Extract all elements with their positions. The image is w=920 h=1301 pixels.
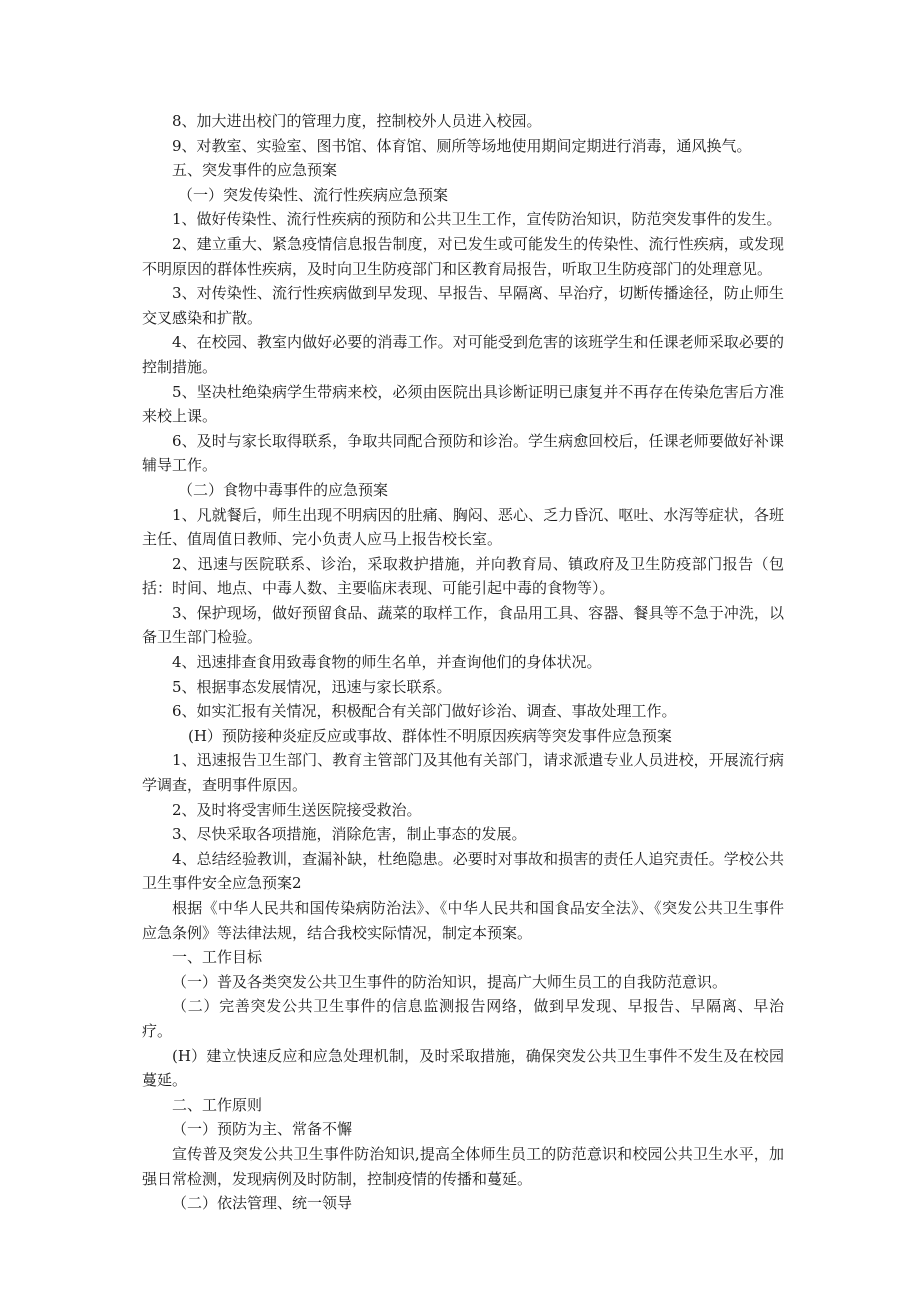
paragraph: 1、迅速报告卫生部门、教育主管部门及其他有关部门，请求派遣专业人员进校，开展流行病学调查，查明事件原因。 [142,751,784,795]
paragraph: 根据《中华人民共和国传染病防治法》、《中华人民共和国食品安全法》、《突发公共卫生事件应急条例》等法律法规，结合我校实际情况，制定本预案。 [142,899,784,942]
paragraph: 2、迅速与医院联系、诊治，采取救护措施，并向教育局、镇政府及卫生防疫部门报告（包括：时间、地点、中毒人数、主要临床表现、可能引起中毒的食物等）。 [142,554,784,598]
subsection-heading: （一）突发传染性、流行性疾病应急预案 [178,185,449,204]
paragraph: 4、在校园、教室内做好必要的消毒工作。对可能受到危害的该班学生和任课老师采取必要的控制措施。 [142,333,784,376]
paragraph: 8、加大进出校门的管理力度，控制校外人员进入校园。 [172,112,542,130]
paragraph: (H）建立快速反应和应急处理机制，及时采取措施，确保突发公共卫生事件不发生及在校园蔓延。 [142,1046,784,1090]
paragraph: 3、对传染性、流行性疾病做到早发现、早报告、早隔离、早治疗，切断传播途径，防止师生交叉感染和扩散。 [142,284,784,327]
document-body [142,109,784,1216]
section-heading: 二、工作原则 [172,1095,263,1114]
paragraph: 1、凡就餐后，师生出现不明病因的肚痛、胸闷、恶心、乏力昏沉、呕吐、水泻等症状，各班主任、值周值日教师、完小负责人应马上报告校长室。 [142,505,784,549]
subsection-heading: (H）预防接种炎症反应或事故、群体性不明原因疾病等突发事件应急预案 [188,726,672,745]
paragraph: 3、保护现场，做好预留食品、蔬菜的取样工作，食品用工具、容器、餐具等不急于冲洗，以备卫生部门检验。 [142,603,784,647]
paragraph: 2、及时将受害师生送医院接受救治。 [172,800,422,819]
paragraph: 4、迅速排查食用致毒食物的师生名单，并查询他们的身体状况。 [172,653,602,672]
section-heading: 一、工作目标 [172,948,263,967]
section-heading: 五、突发事件的应急预案 [172,161,338,180]
paragraph: 5、根据事态发展情况，迅速与家长联系。 [172,677,452,696]
subsection-heading: （二）依法管理、统一领导 [172,1194,353,1213]
subsection-heading: （一）预防为主、常备不懈 [172,1120,353,1139]
subsection-heading: （二）食物中毒事件的应急预案 [178,480,389,499]
paragraph: （一）普及各类突发公共卫生事件的防治知识，提高广大师生员工的自我防范意识。 [172,972,728,991]
paragraph: 6、及时与家长取得联系，争取共同配合预防和诊治。学生病愈回校后，任课老师要做好补课辅导工作。 [142,431,784,475]
paragraph: 2、建立重大、紧急疫情信息报告制度，对已发生或可能发生的传染性、流行性疾病，或发现不明原因的群体性疾病，及时向卫生防疫部门和区教育局报告，听取卫生防疫部门的处理意见。 [142,234,784,278]
paragraph: 9、对教室、实验室、图书馆、体育馆、厕所等场地使用期间定期进行消毒，通风换气。 [172,136,752,155]
paragraph: 1、做好传染性、流行性疾病的预防和公共卫生工作，宣传防治知识，防范突发事件的发生。 [172,210,782,229]
paragraph: 6、如实汇报有关情况，积极配合有关部门做好诊治、调查、事故处理工作。 [172,702,677,721]
paragraph: （二）完善突发公共卫生事件的信息监测报告网络，做到早发现、早报告、早隔离、早治疗。 [142,997,784,1040]
paragraph: 4、总结经验教训，查漏补缺，杜绝隐患。必要时对事故和损害的责任人追究责任。学校公共卫生事件安全应急预案2 [142,849,784,893]
paragraph: 宣传普及突发公共卫生事件防治知识,提高全体师生员工的防范意识和校园公共卫生水平，加强日常检测，发现病例及时防制，控制疫情的传播和蔓延。 [142,1144,784,1188]
paragraph: 3、尽快采取各项措施，消除危害，制止事态的发展。 [172,825,527,844]
paragraph: 5、坚决杜绝染病学生带病来校，必须由医院出具诊断证明已康复并不再存在传染危害后方准来校上课。 [142,382,784,426]
